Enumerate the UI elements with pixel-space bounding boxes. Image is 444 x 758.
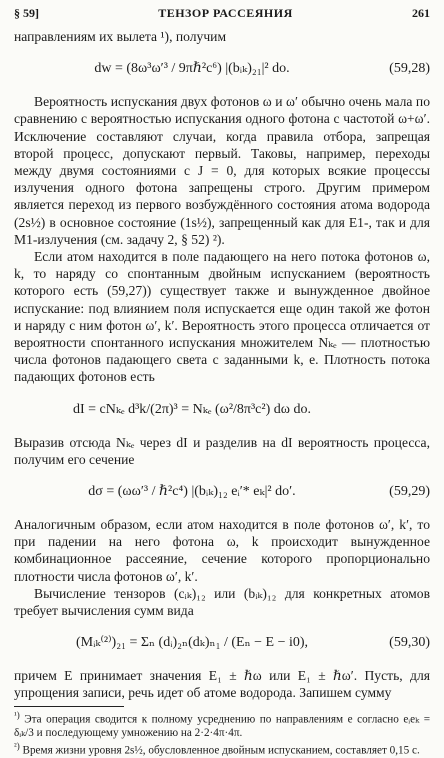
- intro-line: направлениям их вылета ¹), получим: [14, 29, 227, 44]
- equation-formula: dI = cNₖₑ d³k/(2π)³ = Nₖₑ (ω²/8π³c²) dω do.: [73, 401, 311, 417]
- paragraph-energy-values: причем E принимает значения E₁ ± ℏω или E₁ ± ℏω′. Пусть, для упрощения записи, речь идет об атоме водорода. Запишем сумму: [14, 668, 430, 701]
- page-header: [14, 6, 430, 28]
- equation-59-30: [14, 623, 430, 663]
- section-marker: § 59]: [14, 6, 39, 20]
- equation-number: (59,29): [389, 484, 430, 500]
- paragraph-cross-section-intro: Выразив отсюда Nₖₑ через dI и разделив на dI вероятность процесса, получим его сечение: [14, 434, 430, 467]
- footnote-1: [14, 709, 430, 741]
- running-title: ТЕНЗОР РАССЕЯНИЯ: [158, 6, 293, 20]
- equation-flux-density: [14, 390, 430, 430]
- footnote-mark: ¹): [14, 709, 20, 720]
- equation-59-29: [14, 472, 430, 512]
- footnote-mark: ²): [14, 741, 20, 752]
- footnote-2: [14, 740, 430, 758]
- paragraph-stimulated-emission: Если атом находится в поле падающего на него потока фотонов ω, k, то наряду со спонтанным двойным испусканием (вероятность которого есть (59,27)) существует также и вынужденное двойное испускание: под влиянием поля испускается еще один такой же фотон и наряду с ним фотон ω′, k′. Вероятность этого процесса отличается от вероятности спонтанного испускания множителем Nₖₑ — плотностью числа фотонов падающего света с заданными k, e. Плотность потока падающих фотонов есть: [14, 249, 430, 385]
- paragraph-stimulated-raman: Аналогичным образом, если атом находится в поле фотонов ω′, k′, то при падении на него фотона ω, k происходит вынужденное комбинационное рассеяние, сечение которого пропорционально плотности числа фотонов ω′, k′.: [14, 517, 430, 584]
- equation-formula: dw = (8ω³ω′³ / 9πℏ²c⁶) |(bᵢₖ)₂₁|² do.: [94, 61, 290, 77]
- footnote-divider: [14, 706, 124, 707]
- page-number: 261: [411, 6, 430, 20]
- equation-number: (59,30): [389, 635, 430, 651]
- equation-formula: (Mᵢₖ⁽²⁾)₂₁ = Σₙ (dᵢ)₂ₙ(dₖ)ₙ₁ / (Eₙ − E − i0),: [75, 635, 309, 651]
- equation-59-28: [14, 49, 430, 89]
- footnote-text: Время жизни уровня 2s½, обусловленное двойным испусканием, составляет 0,15 с.: [22, 744, 420, 757]
- paragraph-tensor-calculation: Вычисление тензоров (cᵢₖ)₁₂ или (bᵢₖ)₁₂ для конкретных атомов требует вычисления сумм вида: [14, 585, 430, 619]
- footnote-text: Эта операция сводится к полному усреднению по направлениям e согласно eᵢeₖ = δᵢₖ/3 и последующему умножению на 2·2·4π·4π.: [14, 713, 431, 739]
- equation-number: (59,28): [389, 61, 430, 77]
- paragraph-two-photon-probability: Вероятность испускания двух фотонов ω и ω′ обычно очень мала по сравнению с вероятностью испускания одного фотона с частотой ω+ω′. Исключение составляют случаи, когда правила отбора, запрещая второй процесс, допускают первый. Таковы, например, переходы между двумя состояниями с J = 0, для которых всякие процессы излучения одного фотона запрещены строго. Другим примером является переход из первого возбуждённого состояния атома водорода (2s½) в основное состояние (1s½), запрещенный как для E1-, так и для M1-излучения (см. задачу 2, § 52) ²).: [14, 94, 430, 247]
- equation-formula: dσ = (ωω′³ / ℏ²c⁴) |(bᵢₖ)₁₂ eᵢ′* eₖ|² do′.: [88, 484, 296, 500]
